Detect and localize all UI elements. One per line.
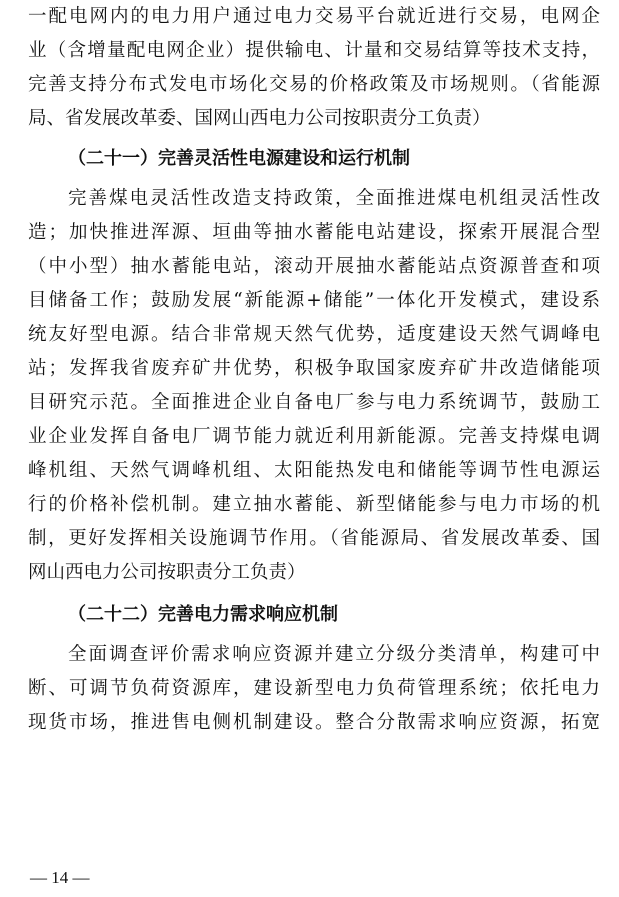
paragraph-line: 目储备工作；鼓励发展“新能源+储能”一体化开发模式，建设系 [28, 290, 600, 311]
section-heading-21: （二十一）完善灵活性电源建设和运行机制 [68, 148, 410, 169]
paragraph-line: 站；发挥我省废弃矿井优势，积极争取国家废弃矿井改造储能项 [28, 358, 600, 379]
paragraph-line: 统友好型电源。结合非常规天然气优势，适度建设天然气调峰电 [28, 324, 600, 345]
paragraph-line: 全面调查评价需求响应资源并建立分级分类清单，构建可中 [68, 644, 600, 665]
paragraph-line: 完善支持分布式发电市场化交易的价格政策及市场规则。（省能源 [28, 74, 600, 95]
paragraph-line: （中小型）抽水蓄能电站，滚动开展抽水蓄能站点资源普查和项 [28, 256, 600, 277]
paragraph-line: 目研究示范。全面推进企业自备电厂参与电力系统调节，鼓励工 [28, 392, 600, 413]
section-heading-22: （二十二）完善电力需求响应机制 [68, 604, 338, 625]
paragraph-line: 业企业发挥自备电厂调节能力就近利用新能源。完善支持煤电调 [28, 426, 600, 447]
paragraph-line: 行的价格补偿机制。建立抽水蓄能、新型储能参与电力市场的机 [28, 494, 600, 515]
paragraph-line: 局、省发展改革委、国网山西电力公司按职责分工负责） [28, 108, 491, 129]
paragraph-line: 一配电网内的电力用户通过电力交易平台就近进行交易，电网企 [28, 6, 600, 27]
paragraph-line: 现货市场，推进售电侧机制建设。整合分散需求响应资源，拓宽 [28, 712, 600, 733]
paragraph-line: 业（含增量配电网企业）提供输电、计量和交易结算等技术支持， [28, 40, 600, 61]
paragraph-line: 网山西电力公司按职责分工负责） [28, 562, 306, 583]
paragraph-line: 制，更好发挥相关设施调节作用。（省能源局、省发展改革委、国 [28, 528, 600, 549]
paragraph-line: 造；加快推进浑源、垣曲等抽水蓄能电站建设，探索开展混合型 [28, 222, 600, 243]
paragraph-line: 断、可调节负荷资源库，建设新型电力负荷管理系统；依托电力 [28, 678, 600, 699]
paragraph-line: 峰机组、天然气调峰机组、太阳能热发电和储能等调节性电源运 [28, 460, 600, 481]
page-number: — 14 — [30, 868, 90, 887]
paragraph-line: 完善煤电灵活性改造支持政策，全面推进煤电机组灵活性改 [68, 188, 600, 209]
